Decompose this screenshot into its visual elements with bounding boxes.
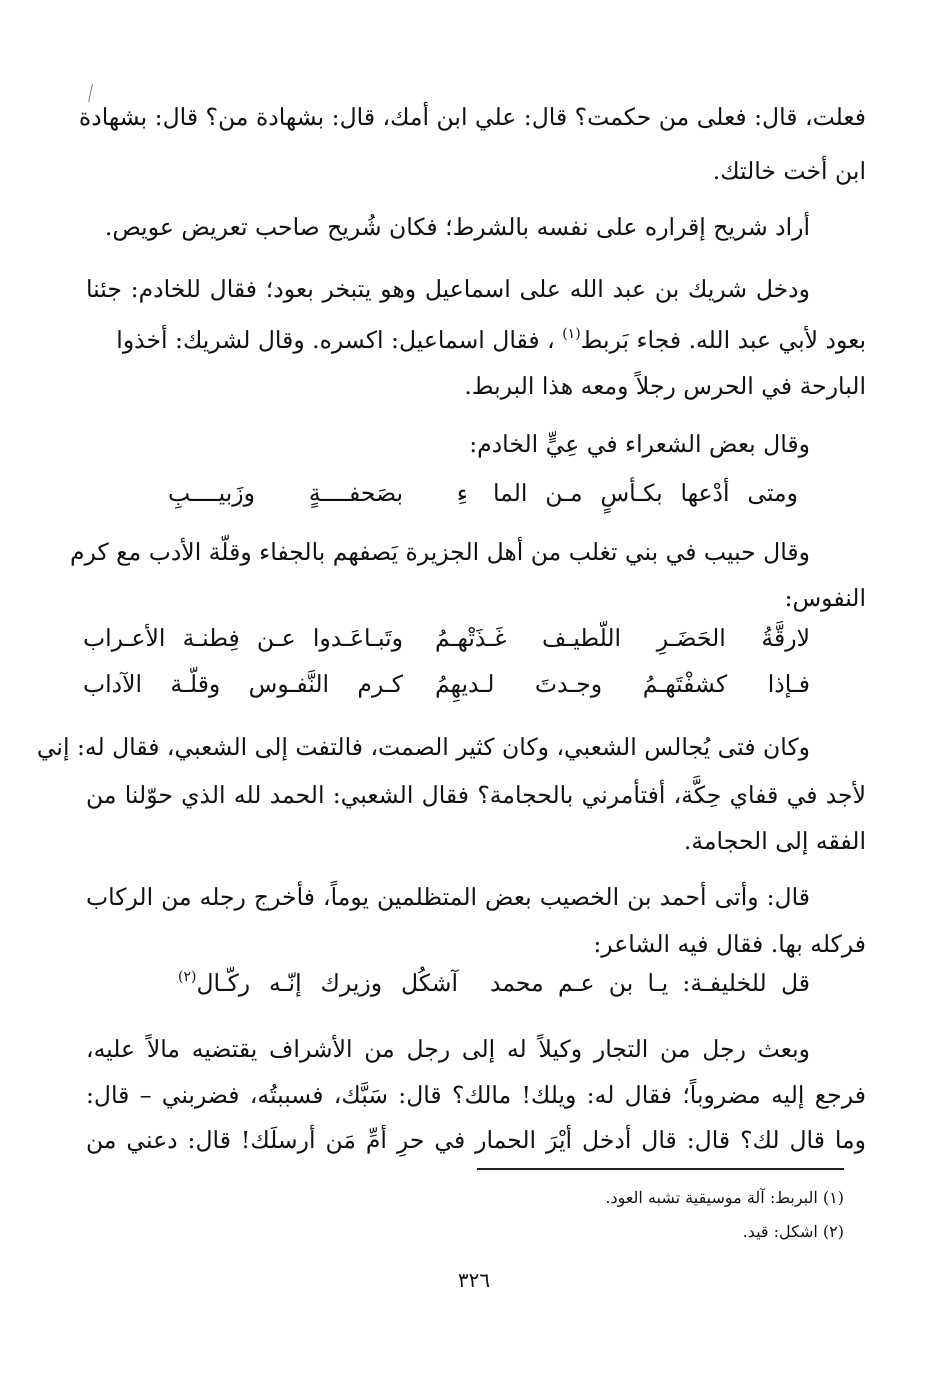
text-fragment: بعود لأبي عبد الله. فجاء بَربط <box>580 326 866 354</box>
text-line: النفوس: <box>784 584 866 612</box>
verse-hemistich: ومتى أدْعها بكـأسٍ مـن الما <box>493 479 798 507</box>
margin-mark <box>88 84 93 102</box>
verse-text: قل للخليفـة: يـا بن عـم محمد <box>490 969 810 997</box>
text-line: وما قال لك؟ قال: قال أدخل أيْرَ الحمار في حرِ أمِّ مَن أرسلَك! قال: دعني من <box>86 1126 866 1154</box>
text-line: وبعث رجل من التجار وكيلاً له إلى رجل من الأشراف يقتضيه مالاً عليه، <box>86 1035 810 1063</box>
verse-hemistich: ءِ بصَحفــــةٍ وزَبيــــبِ <box>168 479 468 507</box>
footnote-separator <box>477 1168 844 1170</box>
text-line: ودخل شريك بن عبد الله على اسماعيل وهو يتبخر بعود؛ فقال للخادم: جئنا <box>86 275 810 303</box>
text-line: الفقه إلى الحجامة. <box>683 827 866 855</box>
footnote-ref: (٢) <box>178 969 197 985</box>
verse-hemistich <box>490 969 810 997</box>
text-line: قال: وأتى أحمد بن الخصيب بعض المتظلمين يوماً، فأخرج رجله من الركاب <box>86 883 810 911</box>
verse-hemistich: فـإذا كشفْتَهـمُ وجـدتَ لـديهِمُ <box>435 670 810 698</box>
verse-hemistich: لارقَّةُ الحَضَـرِ اللّطيـف غَـذَتْهـمُ <box>435 624 810 652</box>
verse-hemistich <box>178 969 458 997</box>
text-line: فرجع إليه مضروباً؛ فقال له: ويلك! مالك؟ قال: سَبَّك، فسببتُه، فضربني – قال: <box>86 1081 866 1109</box>
footnote: (٢) اشكل: قيد. <box>742 1222 844 1241</box>
footnote-ref: (١) <box>562 326 581 342</box>
footnote: (١) البربط: آلة موسيقية تشبه العود. <box>605 1188 844 1207</box>
text-line: ابن أخت خالتك. <box>712 157 866 185</box>
text-line <box>116 326 866 354</box>
text-line: أراد شريح إقراره على نفسه بالشرط؛ فكان شُريح صاحب تعريض عويص. <box>104 213 810 241</box>
text-line: وقال حبيب في بني تغلب من أهل الجزيرة يَصفهم بالجفاء وقلّة الأدب مع كرم <box>69 538 810 566</box>
text-line: فركله بها. فقال فيه الشاعر: <box>593 930 866 958</box>
verse-hemistich: وتَبـاعَـدوا عـن فِطنـة الأعـراب <box>83 624 403 652</box>
verse-text: آشكُل وزيرك إنّـه ركّـال <box>196 969 458 997</box>
text-line: وقال بعض الشعراء في عِيٍّ الخادم: <box>469 430 810 458</box>
text-line: فعلت، قال: فعلى من حكمت؟ قال: علي ابن أمك، قال: بشهادة من؟ قال: بشهادة <box>78 103 866 131</box>
text-line: البارحة في الحرس رجلاً ومعه هذا البربط. <box>464 372 866 400</box>
verse-hemistich: كـرم النَّفـوس وقلّـة الآداب <box>83 670 403 698</box>
text-line: لأجد في قفاي حِكَّة، أفتأمرني بالحجامة؟ فقال الشعبي: الحمد لله الذي حوّلنا من <box>86 781 866 809</box>
text-line: وكان فتى يُجالس الشعبي، وكان كثير الصمت، فالتفت إلى الشعبي، فقال له: إني <box>36 733 810 761</box>
text-fragment: ، فقال اسماعيل: اكسره. وقال لشريك: أخذوا <box>116 326 555 354</box>
page-number: ٣٢٦ <box>457 1268 491 1292</box>
